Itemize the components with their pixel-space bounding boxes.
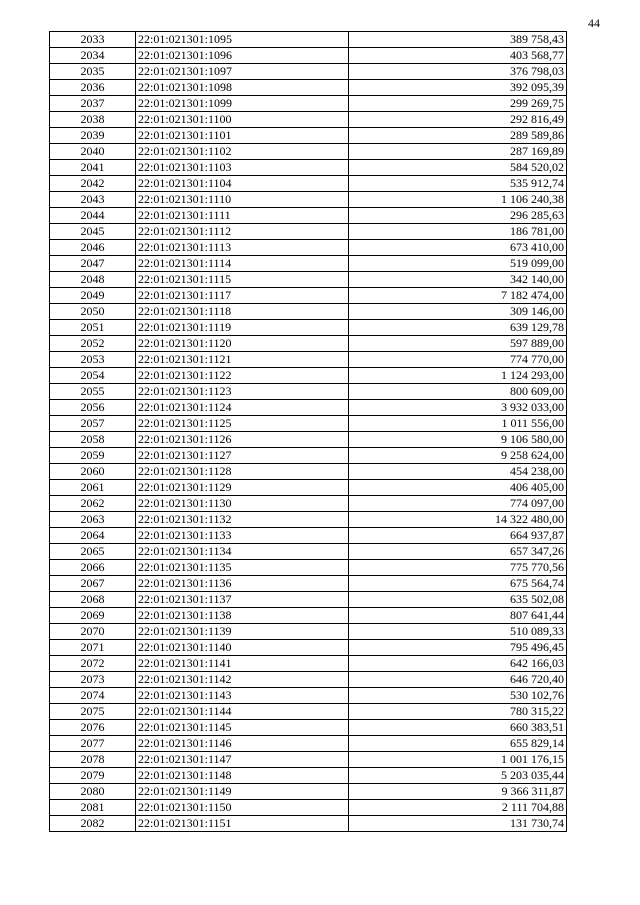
table-row: [50, 592, 567, 608]
row-number: 2077: [50, 736, 136, 752]
table-row: [50, 768, 567, 784]
table-row: [50, 624, 567, 640]
cadastral-number: 22:01:021301:1151: [136, 816, 349, 832]
row-number: 2041: [50, 160, 136, 176]
cadastral-value: 1 124 293,00: [349, 368, 567, 384]
cadastral-value: 597 889,00: [349, 336, 567, 352]
table-row: [50, 384, 567, 400]
cadastral-number: 22:01:021301:1134: [136, 544, 349, 560]
cadastral-number: 22:01:021301:1139: [136, 624, 349, 640]
cadastral-value: 309 146,00: [349, 304, 567, 320]
table-row: [50, 688, 567, 704]
cadastral-number: 22:01:021301:1099: [136, 96, 349, 112]
table-row: [50, 144, 567, 160]
row-number: 2059: [50, 448, 136, 464]
row-number: 2035: [50, 64, 136, 80]
row-number: 2033: [50, 32, 136, 48]
cadastral-number: 22:01:021301:1128: [136, 464, 349, 480]
table-row: [50, 736, 567, 752]
cadastral-number: 22:01:021301:1136: [136, 576, 349, 592]
cadastral-value: 795 496,45: [349, 640, 567, 656]
row-number: 2062: [50, 496, 136, 512]
cadastral-value: 775 770,56: [349, 560, 567, 576]
table-row: [50, 544, 567, 560]
cadastral-number: 22:01:021301:1111: [136, 208, 349, 224]
cadastral-number: 22:01:021301:1103: [136, 160, 349, 176]
cadastral-value: 287 169,89: [349, 144, 567, 160]
row-number: 2042: [50, 176, 136, 192]
table-row: [50, 528, 567, 544]
cadastral-value: 406 405,00: [349, 480, 567, 496]
cadastral-value: 2 111 704,88: [349, 800, 567, 816]
cadastral-number: 22:01:021301:1130: [136, 496, 349, 512]
row-number: 2051: [50, 320, 136, 336]
cadastral-value: 510 089,33: [349, 624, 567, 640]
table-row: [50, 640, 567, 656]
cadastral-number: 22:01:021301:1125: [136, 416, 349, 432]
row-number: 2073: [50, 672, 136, 688]
cadastral-value: 403 568,77: [349, 48, 567, 64]
row-number: 2057: [50, 416, 136, 432]
row-number: 2065: [50, 544, 136, 560]
table-row: [50, 816, 567, 832]
cadastral-value: 774 097,00: [349, 496, 567, 512]
cadastral-number: 22:01:021301:1133: [136, 528, 349, 544]
row-number: 2061: [50, 480, 136, 496]
cadastral-number: 22:01:021301:1126: [136, 432, 349, 448]
cadastral-number: 22:01:021301:1102: [136, 144, 349, 160]
cadastral-value: 657 347,26: [349, 544, 567, 560]
cadastral-value: 584 520,02: [349, 160, 567, 176]
cadastral-value: 299 269,75: [349, 96, 567, 112]
cadastral-number: 22:01:021301:1146: [136, 736, 349, 752]
cadastral-number: 22:01:021301:1143: [136, 688, 349, 704]
cadastral-value: 389 758,43: [349, 32, 567, 48]
row-number: 2069: [50, 608, 136, 624]
row-number: 2056: [50, 400, 136, 416]
cadastral-number: 22:01:021301:1120: [136, 336, 349, 352]
cadastral-value: 14 322 480,00: [349, 512, 567, 528]
row-number: 2079: [50, 768, 136, 784]
cadastral-number: 22:01:021301:1124: [136, 400, 349, 416]
cadastral-value: 296 285,63: [349, 208, 567, 224]
table-row: [50, 272, 567, 288]
row-number: 2060: [50, 464, 136, 480]
row-number: 2039: [50, 128, 136, 144]
cadastral-value: 376 798,03: [349, 64, 567, 80]
table-body: [50, 32, 567, 832]
row-number: 2075: [50, 704, 136, 720]
cadastral-value: 7 182 474,00: [349, 288, 567, 304]
cadastral-number: 22:01:021301:1145: [136, 720, 349, 736]
row-number: 2063: [50, 512, 136, 528]
cadastral-number: 22:01:021301:1110: [136, 192, 349, 208]
cadastral-value: 392 095,39: [349, 80, 567, 96]
row-number: 2070: [50, 624, 136, 640]
cadastral-value: 131 730,74: [349, 816, 567, 832]
row-number: 2046: [50, 240, 136, 256]
table-row: [50, 416, 567, 432]
cadastral-value: 660 383,51: [349, 720, 567, 736]
cadastral-number: 22:01:021301:1141: [136, 656, 349, 672]
table-row: [50, 576, 567, 592]
cadastral-number: 22:01:021301:1096: [136, 48, 349, 64]
cadastral-number: 22:01:021301:1095: [136, 32, 349, 48]
table-row: [50, 336, 567, 352]
row-number: 2043: [50, 192, 136, 208]
row-number: 2050: [50, 304, 136, 320]
table-row: [50, 400, 567, 416]
cadastral-number: 22:01:021301:1101: [136, 128, 349, 144]
table-row: [50, 160, 567, 176]
table-row: [50, 720, 567, 736]
table-row: [50, 672, 567, 688]
row-number: 2047: [50, 256, 136, 272]
cadastral-number: 22:01:021301:1127: [136, 448, 349, 464]
cadastral-value: 5 203 035,44: [349, 768, 567, 784]
cadastral-number: 22:01:021301:1140: [136, 640, 349, 656]
row-number: 2064: [50, 528, 136, 544]
cadastral-number: 22:01:021301:1112: [136, 224, 349, 240]
row-number: 2058: [50, 432, 136, 448]
table-row: [50, 496, 567, 512]
table-row: [50, 240, 567, 256]
cadastral-value: 780 315,22: [349, 704, 567, 720]
cadastral-value: 186 781,00: [349, 224, 567, 240]
cadastral-value: 1 011 556,00: [349, 416, 567, 432]
table-row: [50, 608, 567, 624]
cadastral-value-table: [49, 31, 567, 832]
row-number: 2048: [50, 272, 136, 288]
row-number: 2072: [50, 656, 136, 672]
row-number: 2049: [50, 288, 136, 304]
table-row: [50, 656, 567, 672]
cadastral-number: 22:01:021301:1144: [136, 704, 349, 720]
row-number: 2055: [50, 384, 136, 400]
cadastral-value: 642 166,03: [349, 656, 567, 672]
cadastral-value: 454 238,00: [349, 464, 567, 480]
row-number: 2071: [50, 640, 136, 656]
table-row: [50, 32, 567, 48]
cadastral-number: 22:01:021301:1132: [136, 512, 349, 528]
row-number: 2080: [50, 784, 136, 800]
table-row: [50, 256, 567, 272]
cadastral-number: 22:01:021301:1118: [136, 304, 349, 320]
table-row: [50, 320, 567, 336]
table-row: [50, 368, 567, 384]
cadastral-value: 655 829,14: [349, 736, 567, 752]
row-number: 2078: [50, 752, 136, 768]
row-number: 2067: [50, 576, 136, 592]
cadastral-number: 22:01:021301:1150: [136, 800, 349, 816]
cadastral-number: 22:01:021301:1147: [136, 752, 349, 768]
cadastral-number: 22:01:021301:1115: [136, 272, 349, 288]
row-number: 2068: [50, 592, 136, 608]
table-row: [50, 432, 567, 448]
row-number: 2054: [50, 368, 136, 384]
cadastral-value: 639 129,78: [349, 320, 567, 336]
cadastral-value: 530 102,76: [349, 688, 567, 704]
table-row: [50, 784, 567, 800]
table-row: [50, 112, 567, 128]
cadastral-value: 9 258 624,00: [349, 448, 567, 464]
row-number: 2040: [50, 144, 136, 160]
cadastral-number: 22:01:021301:1135: [136, 560, 349, 576]
table-row: [50, 128, 567, 144]
cadastral-number: 22:01:021301:1100: [136, 112, 349, 128]
row-number: 2036: [50, 80, 136, 96]
cadastral-value: 1 106 240,38: [349, 192, 567, 208]
page-number: 44: [588, 16, 600, 30]
cadastral-value: 673 410,00: [349, 240, 567, 256]
cadastral-value: 646 720,40: [349, 672, 567, 688]
table-row: [50, 560, 567, 576]
row-number: 2044: [50, 208, 136, 224]
row-number: 2052: [50, 336, 136, 352]
table-row: [50, 512, 567, 528]
row-number: 2034: [50, 48, 136, 64]
cadastral-number: 22:01:021301:1104: [136, 176, 349, 192]
row-number: 2037: [50, 96, 136, 112]
cadastral-number: 22:01:021301:1114: [136, 256, 349, 272]
table-row: [50, 448, 567, 464]
cadastral-value: 9 106 580,00: [349, 432, 567, 448]
table-row: [50, 64, 567, 80]
cadastral-value: 807 641,44: [349, 608, 567, 624]
table-row: [50, 208, 567, 224]
row-number: 2074: [50, 688, 136, 704]
cadastral-number: 22:01:021301:1113: [136, 240, 349, 256]
table-row: [50, 176, 567, 192]
cadastral-number: 22:01:021301:1121: [136, 352, 349, 368]
cadastral-number: 22:01:021301:1129: [136, 480, 349, 496]
cadastral-value: 800 609,00: [349, 384, 567, 400]
cadastral-number: 22:01:021301:1097: [136, 64, 349, 80]
cadastral-number: 22:01:021301:1148: [136, 768, 349, 784]
row-number: 2076: [50, 720, 136, 736]
cadastral-number: 22:01:021301:1119: [136, 320, 349, 336]
cadastral-number: 22:01:021301:1142: [136, 672, 349, 688]
cadastral-value: 9 366 311,87: [349, 784, 567, 800]
cadastral-value: 635 502,08: [349, 592, 567, 608]
cadastral-value: 292 816,49: [349, 112, 567, 128]
cadastral-value: 342 140,00: [349, 272, 567, 288]
table-row: [50, 288, 567, 304]
table-row: [50, 48, 567, 64]
table-row: [50, 192, 567, 208]
cadastral-number: 22:01:021301:1138: [136, 608, 349, 624]
row-number: 2038: [50, 112, 136, 128]
table-row: [50, 464, 567, 480]
cadastral-number: 22:01:021301:1122: [136, 368, 349, 384]
table-row: [50, 96, 567, 112]
table-row: [50, 480, 567, 496]
row-number: 2066: [50, 560, 136, 576]
cadastral-number: 22:01:021301:1123: [136, 384, 349, 400]
cadastral-value: 675 564,74: [349, 576, 567, 592]
row-number: 2082: [50, 816, 136, 832]
table-row: [50, 224, 567, 240]
table-row: [50, 352, 567, 368]
cadastral-number: 22:01:021301:1117: [136, 288, 349, 304]
table-row: [50, 704, 567, 720]
cadastral-value: 289 589,86: [349, 128, 567, 144]
table-row: [50, 800, 567, 816]
cadastral-value: 535 912,74: [349, 176, 567, 192]
cadastral-value: 1 001 176,15: [349, 752, 567, 768]
cadastral-number: 22:01:021301:1098: [136, 80, 349, 96]
table-row: [50, 304, 567, 320]
row-number: 2045: [50, 224, 136, 240]
cadastral-value: 3 932 033,00: [349, 400, 567, 416]
table-row: [50, 752, 567, 768]
table-row: [50, 80, 567, 96]
cadastral-value: 519 099,00: [349, 256, 567, 272]
cadastral-value: 774 770,00: [349, 352, 567, 368]
row-number: 2053: [50, 352, 136, 368]
row-number: 2081: [50, 800, 136, 816]
cadastral-number: 22:01:021301:1137: [136, 592, 349, 608]
cadastral-number: 22:01:021301:1149: [136, 784, 349, 800]
cadastral-value: 664 937,87: [349, 528, 567, 544]
